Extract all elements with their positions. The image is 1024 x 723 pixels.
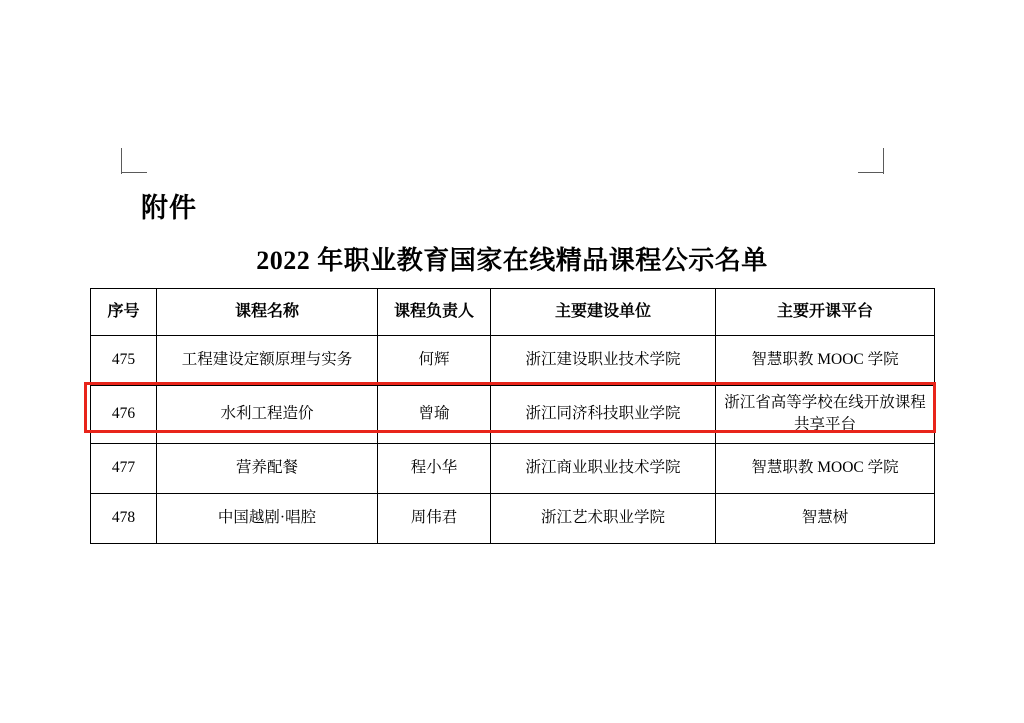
course-list-table [90,288,935,544]
column-header-seq: 序号 [91,289,157,336]
cell-course-leader: 周伟君 [378,493,491,543]
table-header-row [91,289,935,336]
cell-course-leader: 曾瑜 [378,386,491,444]
cell-building-unit: 浙江艺术职业学院 [491,493,716,543]
cell-building-unit: 浙江商业职业技术学院 [491,443,716,493]
crop-mark-top-left-horizontal [121,172,147,173]
cell-course-leader: 何辉 [378,336,491,386]
column-header-platform: 主要开课平台 [716,289,935,336]
column-header-course-leader: 课程负责人 [378,289,491,336]
cell-building-unit: 浙江建设职业技术学院 [491,336,716,386]
cell-course-name: 营养配餐 [157,443,378,493]
cell-seq: 475 [91,336,157,386]
cell-platform: 浙江省高等学校在线开放课程共享平台 [716,386,935,444]
cell-course-leader: 程小华 [378,443,491,493]
cell-platform: 智慧树 [716,493,935,543]
table-row [91,493,935,543]
attachment-label: 附件 [141,193,197,223]
cell-seq: 477 [91,443,157,493]
crop-mark-top-left [121,148,148,174]
column-header-building-unit: 主要建设单位 [491,289,716,336]
cell-course-name: 中国越剧·唱腔 [157,493,378,543]
crop-mark-top-right-horizontal [858,172,884,173]
cell-seq: 476 [91,386,157,444]
page-title: 2022 年职业教育国家在线精品课程公示名单 [256,246,768,275]
cell-platform: 智慧职教 MOOC 学院 [716,336,935,386]
cell-course-name: 水利工程造价 [157,386,378,444]
cell-building-unit: 浙江同济科技职业学院 [491,386,716,444]
column-header-course-name: 课程名称 [157,289,378,336]
cell-seq: 478 [91,493,157,543]
table-row [91,336,935,386]
table-row [91,386,935,444]
crop-mark-top-right [883,148,884,174]
cell-course-name: 工程建设定额原理与实务 [157,336,378,386]
cell-platform: 智慧职教 MOOC 学院 [716,443,935,493]
table-row [91,443,935,493]
